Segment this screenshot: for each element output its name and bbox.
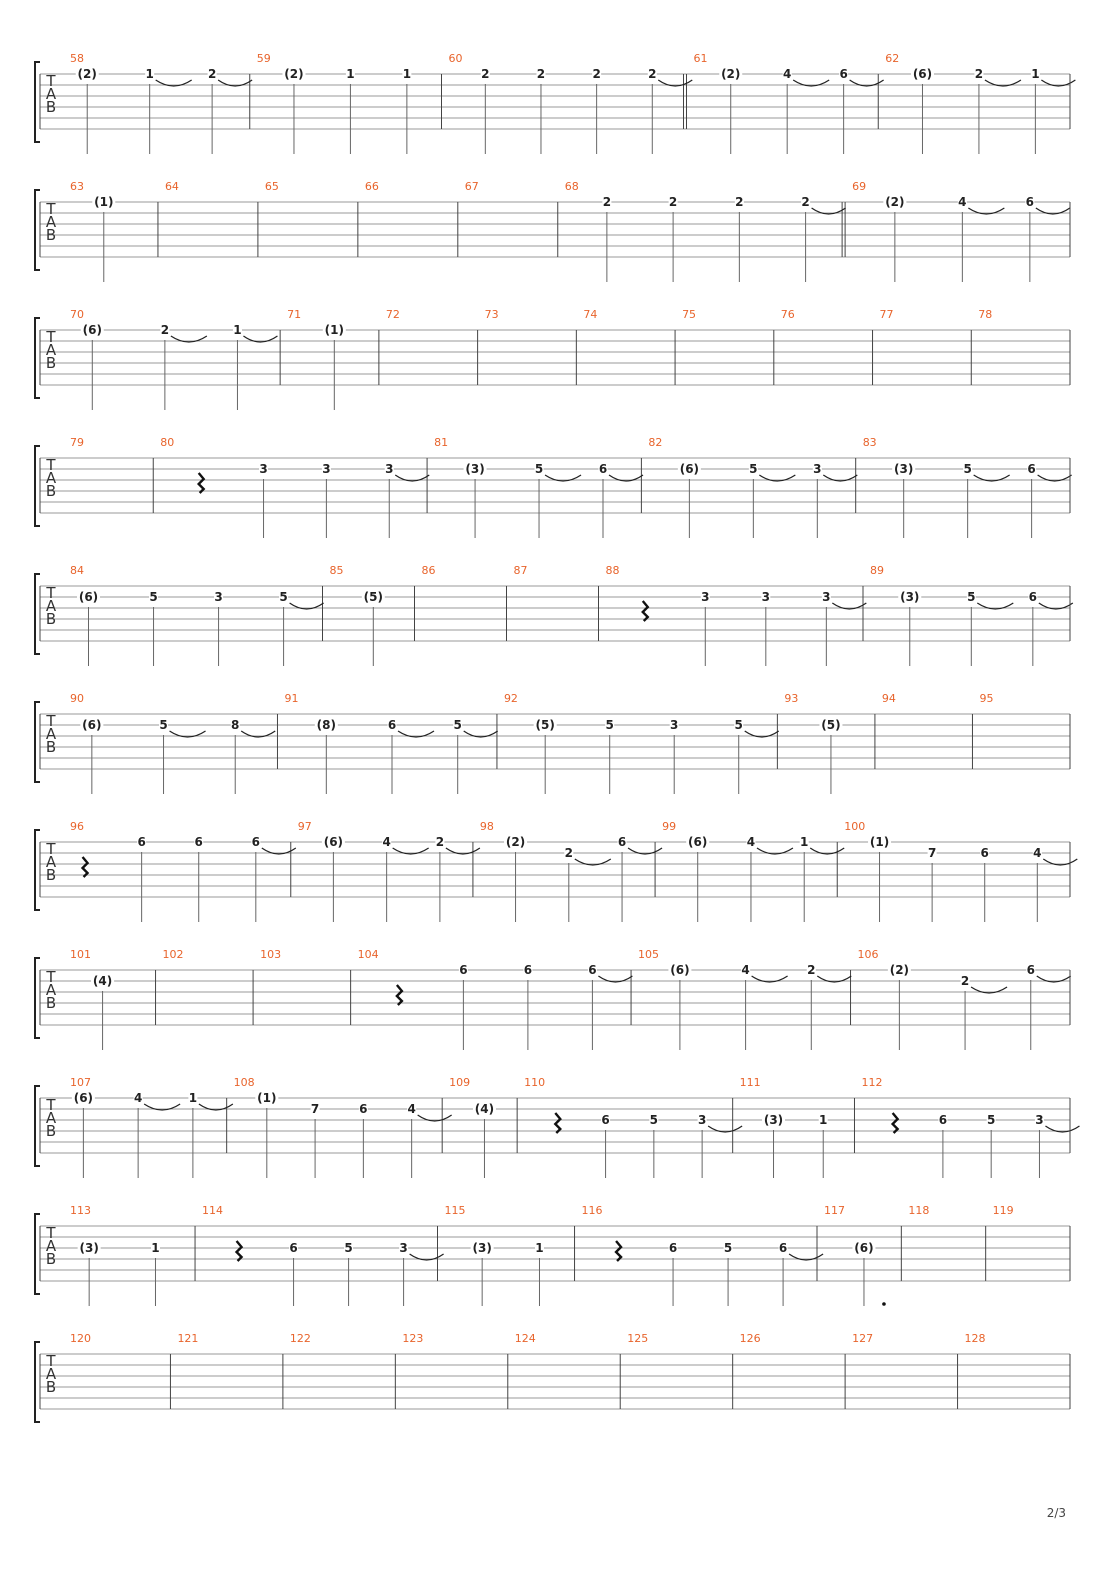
fret-number: 6 xyxy=(617,835,627,849)
tab-clef-letter: A xyxy=(45,341,57,359)
fret-number: 2 xyxy=(960,974,970,988)
measure-number: 94 xyxy=(881,692,896,705)
measure-number: 114 xyxy=(202,1204,224,1217)
quarter-rest-symbol xyxy=(893,1113,898,1133)
measure-number: 107 xyxy=(70,1076,91,1089)
fret-number: 6 xyxy=(938,1113,948,1127)
tab-system xyxy=(35,820,1077,922)
measure-number: 93 xyxy=(784,692,799,705)
tab-clef-letter: B xyxy=(45,994,57,1012)
fret-number: 5 xyxy=(987,1113,996,1127)
fret-number: 3 xyxy=(385,462,394,476)
tab-clef-letter: B xyxy=(45,610,57,628)
quarter-rest-symbol xyxy=(643,601,648,621)
tab-clef-letter: T xyxy=(46,1352,56,1370)
tab-clef-letter: T xyxy=(46,584,56,602)
fret-number: (6) xyxy=(854,1241,874,1255)
measure-number: 67 xyxy=(464,180,479,193)
fret-number: 6 xyxy=(1025,195,1035,209)
fret-number: (5) xyxy=(821,718,841,732)
fret-number: 6 xyxy=(1028,590,1038,604)
measure-number: 65 xyxy=(264,180,279,193)
fret-number: 1 xyxy=(402,67,412,81)
fret-number: (3) xyxy=(472,1241,492,1255)
measure-number: 128 xyxy=(964,1332,986,1345)
fret-number: 6 xyxy=(251,835,260,849)
fret-number: (6) xyxy=(670,963,690,977)
quarter-rest-symbol xyxy=(83,857,88,877)
measure-number: 87 xyxy=(513,564,528,577)
fret-number: 2 xyxy=(207,67,217,81)
measure-number: 62 xyxy=(885,52,900,65)
system-bracket xyxy=(35,574,40,654)
measure-number: 120 xyxy=(70,1332,91,1345)
fret-number: 5 xyxy=(963,462,972,476)
tab-clef-letter: A xyxy=(45,597,57,615)
fret-number: 5 xyxy=(453,718,462,732)
page-number: 2/3 xyxy=(1046,1506,1066,1520)
fret-number: 2 xyxy=(648,67,657,81)
fret-number: 6 xyxy=(523,963,533,977)
tab-clef-letter: A xyxy=(45,469,57,487)
tab-clef-letter: B xyxy=(45,226,57,244)
fret-number: (2) xyxy=(77,67,97,81)
fret-number: 6 xyxy=(601,1113,610,1127)
fret-number: 7 xyxy=(310,1102,320,1116)
measure-number: 66 xyxy=(364,180,379,193)
measure-number: 110 xyxy=(524,1076,546,1089)
measure-number: 74 xyxy=(583,308,598,321)
measure-number: 70 xyxy=(70,308,84,321)
fret-number: 2 xyxy=(564,846,573,860)
fret-number: 2 xyxy=(481,67,490,81)
measure-number: 86 xyxy=(421,564,436,577)
measure-number: 84 xyxy=(70,564,84,577)
fret-number: 3 xyxy=(1035,1113,1044,1127)
fret-number: 6 xyxy=(1026,963,1035,977)
fret-number: (3) xyxy=(894,462,914,476)
fret-number: 5 xyxy=(723,1241,733,1255)
quarter-rest-symbol xyxy=(199,473,204,493)
tab-system xyxy=(35,564,1073,666)
fret-number: 2 xyxy=(735,195,744,209)
fret-number: (3) xyxy=(900,590,920,604)
tab-clef-letter: T xyxy=(46,72,56,90)
fret-number: 2 xyxy=(668,195,678,209)
tab-clef-letter: T xyxy=(46,1224,56,1242)
system-bracket xyxy=(35,958,40,1038)
measure-number: 112 xyxy=(861,1076,883,1089)
measure-number: 69 xyxy=(852,180,867,193)
tab-clef-letter: B xyxy=(45,1250,57,1268)
measure-number: 117 xyxy=(824,1204,845,1217)
fret-number: 3 xyxy=(322,462,331,476)
fret-number: (6) xyxy=(82,323,102,337)
fret-number: 5 xyxy=(159,718,168,732)
measure-number: 123 xyxy=(402,1332,424,1345)
measure-number: 59 xyxy=(256,52,271,65)
measure-number: 118 xyxy=(908,1204,930,1217)
fret-number: 6 xyxy=(778,1241,788,1255)
fret-number: 4 xyxy=(382,835,391,849)
measure-number: 80 xyxy=(160,436,175,449)
measure-number: 78 xyxy=(978,308,993,321)
measure-number: 85 xyxy=(329,564,344,577)
tab-clef-letter: T xyxy=(46,712,56,730)
measure-number: 89 xyxy=(870,564,884,577)
tab-clef-letter: T xyxy=(46,840,56,858)
fret-number: 5 xyxy=(534,462,544,476)
measure-number: 102 xyxy=(162,948,184,961)
tab-clef-letter: A xyxy=(45,853,57,871)
fret-number: 4 xyxy=(958,195,967,209)
tab-system xyxy=(35,692,1070,794)
tab-system xyxy=(35,1076,1079,1178)
fret-number: 4 xyxy=(133,1091,143,1105)
fret-number: (6) xyxy=(82,718,102,732)
tab-clef-letter: B xyxy=(45,1122,57,1140)
fret-number: 6 xyxy=(459,963,468,977)
fret-number: 8 xyxy=(231,718,240,732)
fret-number: (1) xyxy=(324,323,344,337)
measure-number: 111 xyxy=(739,1076,761,1089)
measure-number: 105 xyxy=(638,948,660,961)
measure-number: 113 xyxy=(70,1204,91,1217)
measure-number: 79 xyxy=(70,436,84,449)
tab-clef-letter: T xyxy=(46,1096,56,1114)
quarter-rest-symbol xyxy=(616,1241,621,1261)
measure-number: 103 xyxy=(260,948,282,961)
fret-number: 5 xyxy=(967,590,976,604)
measure-number: 88 xyxy=(605,564,620,577)
tab-system xyxy=(35,948,1071,1050)
measure-number: 75 xyxy=(682,308,697,321)
fret-number: 2 xyxy=(807,963,816,977)
system-bracket xyxy=(35,1342,40,1422)
fret-number: 3 xyxy=(701,590,710,604)
fret-number: (5) xyxy=(363,590,383,604)
fret-number: (1) xyxy=(94,195,114,209)
fret-number: 5 xyxy=(149,590,158,604)
system-bracket xyxy=(35,702,40,782)
fret-number: (6) xyxy=(679,462,700,476)
measure-number: 115 xyxy=(444,1204,466,1217)
fret-number: 3 xyxy=(399,1241,408,1255)
fret-number: 3 xyxy=(822,590,831,604)
tab-system xyxy=(35,436,1072,538)
fret-number: (2) xyxy=(505,835,526,849)
measure-number: 104 xyxy=(357,948,379,961)
fret-number: 6 xyxy=(980,846,989,860)
measure-number: 82 xyxy=(648,436,663,449)
measure-number: 126 xyxy=(739,1332,761,1345)
measure-number: 108 xyxy=(233,1076,255,1089)
tab-system xyxy=(35,308,1070,410)
fret-number: 5 xyxy=(749,462,758,476)
fret-number: 6 xyxy=(289,1241,298,1255)
tab-clef-letter: B xyxy=(45,482,57,500)
fret-number: (3) xyxy=(465,462,485,476)
tab-system xyxy=(35,1204,1070,1306)
tab-system xyxy=(35,180,1070,282)
fret-number: 3 xyxy=(214,590,223,604)
fret-number: 6 xyxy=(137,835,146,849)
fret-number: 5 xyxy=(344,1241,353,1255)
measure-number: 100 xyxy=(844,820,866,833)
fret-number: (6) xyxy=(78,590,99,604)
fret-number: (4) xyxy=(92,974,113,988)
measure-number: 98 xyxy=(479,820,494,833)
fret-number: 4 xyxy=(782,67,792,81)
fret-number: 1 xyxy=(233,323,242,337)
measure-number: 77 xyxy=(879,308,894,321)
fret-number: (1) xyxy=(869,835,890,849)
fret-number: 4 xyxy=(1033,846,1042,860)
measure-number: 91 xyxy=(284,692,299,705)
fret-number: 6 xyxy=(668,1241,678,1255)
fret-number: 4 xyxy=(746,835,756,849)
measure-number: 119 xyxy=(992,1204,1014,1217)
augmentation-dot xyxy=(882,1302,886,1306)
fret-number: 6 xyxy=(387,718,397,732)
fret-number: 2 xyxy=(435,835,445,849)
tab-clef-letter: A xyxy=(45,1365,57,1383)
fret-number: 6 xyxy=(598,462,608,476)
tab-clef-letter: A xyxy=(45,213,57,231)
fret-number: 6 xyxy=(588,963,597,977)
measure-number: 72 xyxy=(385,308,400,321)
fret-number: 6 xyxy=(1027,462,1036,476)
tab-clef-letter: A xyxy=(45,1237,57,1255)
fret-number: 6 xyxy=(839,67,848,81)
fret-number: 1 xyxy=(819,1113,828,1127)
measure-number: 76 xyxy=(780,308,795,321)
fret-number: (3) xyxy=(79,1241,99,1255)
measure-number: 83 xyxy=(862,436,877,449)
system-bracket xyxy=(35,1086,40,1166)
fret-number: (5) xyxy=(535,718,555,732)
measure-number: 127 xyxy=(852,1332,874,1345)
measure-number: 124 xyxy=(514,1332,536,1345)
measure-number: 99 xyxy=(662,820,677,833)
fret-number: 1 xyxy=(535,1241,544,1255)
system-bracket xyxy=(35,62,40,142)
fret-number: 1 xyxy=(145,67,154,81)
measure-number: 61 xyxy=(693,52,708,65)
fret-number: (2) xyxy=(721,67,741,81)
measure-number: 95 xyxy=(979,692,994,705)
tab-clef-letter: B xyxy=(45,1378,57,1396)
fret-number: 2 xyxy=(592,67,601,81)
tab-clef-letter: T xyxy=(46,456,56,474)
measure-number: 81 xyxy=(434,436,449,449)
fret-number: 4 xyxy=(407,1102,416,1116)
system-bracket xyxy=(35,1214,40,1294)
tab-system xyxy=(35,1332,1070,1422)
fret-number: (2) xyxy=(885,195,905,209)
fret-number: 5 xyxy=(605,718,614,732)
system-bracket xyxy=(35,190,40,270)
measure-number: 58 xyxy=(70,52,84,65)
measure-number: 60 xyxy=(448,52,463,65)
measure-number: 116 xyxy=(581,1204,603,1217)
fret-number: 6 xyxy=(194,835,203,849)
fret-number: 1 xyxy=(346,67,355,81)
tab-clef-letter: A xyxy=(45,1109,57,1127)
system-bracket xyxy=(35,318,40,398)
measure-number: 63 xyxy=(70,180,84,193)
fret-number: 1 xyxy=(151,1241,160,1255)
fret-number: 5 xyxy=(649,1113,659,1127)
fret-number: 1 xyxy=(188,1091,198,1105)
fret-number: (4) xyxy=(474,1102,495,1116)
fret-number: 2 xyxy=(160,323,170,337)
quarter-rest-symbol xyxy=(397,985,402,1005)
tab-clef-letter: T xyxy=(46,968,56,986)
tab-clef-letter: A xyxy=(45,725,57,743)
tab-clef-letter: T xyxy=(46,200,56,218)
tab-clef-letter: B xyxy=(45,354,57,372)
fret-number: (8) xyxy=(316,718,336,732)
fret-number: 6 xyxy=(359,1102,368,1116)
fret-number: 2 xyxy=(536,67,546,81)
fret-number: 3 xyxy=(813,462,822,476)
tab-clef-letter: B xyxy=(45,738,57,756)
fret-number: (6) xyxy=(688,835,708,849)
measure-number: 92 xyxy=(503,692,518,705)
fret-number: 1 xyxy=(1031,67,1040,81)
measure-number: 73 xyxy=(484,308,499,321)
measure-number: 121 xyxy=(177,1332,199,1345)
tab-clef-letter: A xyxy=(45,981,57,999)
system-bracket xyxy=(35,830,40,910)
measure-number: 71 xyxy=(287,308,302,321)
quarter-rest-symbol xyxy=(555,1113,560,1133)
measure-number: 68 xyxy=(564,180,579,193)
measure-number: 96 xyxy=(70,820,84,833)
fret-number: 7 xyxy=(927,846,937,860)
tab-clef-letter: T xyxy=(46,328,56,346)
fret-number: (6) xyxy=(912,67,933,81)
tab-clef-letter: B xyxy=(45,98,57,116)
measure-number: 97 xyxy=(297,820,312,833)
fret-number: 5 xyxy=(734,718,743,732)
measure-number: 90 xyxy=(70,692,84,705)
measure-number: 109 xyxy=(449,1076,471,1089)
tab-system xyxy=(35,52,1075,154)
fret-number: 2 xyxy=(974,67,984,81)
fret-number: 3 xyxy=(259,462,268,476)
fret-number: 2 xyxy=(801,195,810,209)
fret-number: 3 xyxy=(761,590,770,604)
fret-number: 3 xyxy=(670,718,679,732)
quarter-rest-symbol xyxy=(237,1241,242,1261)
fret-number: (6) xyxy=(73,1091,94,1105)
fret-number: 2 xyxy=(602,195,612,209)
fret-number: 5 xyxy=(279,590,288,604)
fret-number: 4 xyxy=(741,963,750,977)
fret-number: (1) xyxy=(257,1091,277,1105)
measure-number: 106 xyxy=(857,948,879,961)
system-bracket xyxy=(35,446,40,526)
measure-number: 101 xyxy=(70,948,91,961)
fret-number: (2) xyxy=(284,67,304,81)
fret-number: (2) xyxy=(889,963,910,977)
fret-number: (6) xyxy=(323,835,344,849)
tab-clef-letter: A xyxy=(45,85,57,103)
tab-clef-letter: B xyxy=(45,866,57,884)
measure-number: 64 xyxy=(164,180,179,193)
fret-number: (3) xyxy=(763,1113,784,1127)
fret-number: 1 xyxy=(800,835,809,849)
fret-number: 3 xyxy=(697,1113,707,1127)
measure-number: 125 xyxy=(627,1332,649,1345)
measure-number: 122 xyxy=(289,1332,311,1345)
